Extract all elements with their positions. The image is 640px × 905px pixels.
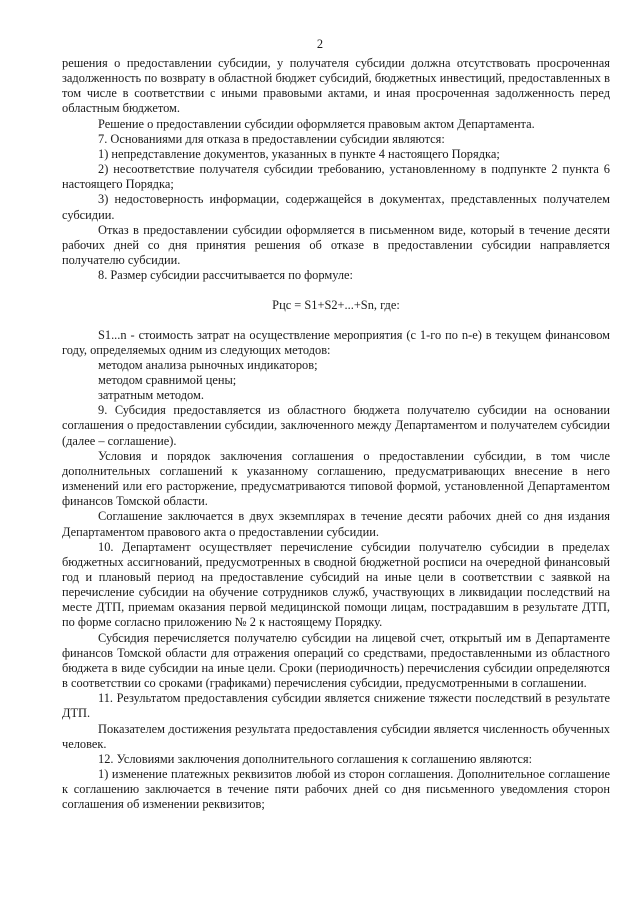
paragraph: решения о предоставлении субсидии, у получателя субсидии должна отсутствовать просроченная задолженность по возврату в областной бюджет субсидий, бюджетных инвестиций, предоставленных в том числе в соответствии с иными правовыми актами, и иная просроченная задолженность перед областным бюджетом. — [62, 56, 610, 116]
paragraph: 2) несоответствие получателя субсидии требованию, установленному в подпункте 2 пункта 6 настоящего Порядка; — [62, 162, 610, 192]
list-item: затратным методом. — [98, 388, 204, 403]
paragraph: Соглашение заключается в двух экземплярах в течение десяти рабочих дней со дня издания Департаментом правового акта о предоставлении субсидии. — [62, 509, 610, 539]
paragraph: 12. Условиями заключения дополнительного соглашения к соглашению являются: — [98, 751, 533, 766]
list-item: методом сравнимой цены; — [98, 372, 237, 387]
paragraph: Субсидия перечисляется получателю субсидии на лицевой счет, открытый им в Департаменте финансов Томской области для отражения операций со средствами, предоставленными из областного бюджета в виде субсидии на иные цели. Сроки (периодичность) перечисления субсидии определяются в соответствии со сроками (графиками) перечисления субсидии, предусмотренными в соглашении. — [62, 630, 610, 691]
paragraph: 1) изменение платежных реквизитов любой из сторон соглашения. Дополнительное соглашение к соглашению заключается в течение пяти рабочих дней со дня письменного уведомления сторон соглашения об изменении реквизитов; — [62, 767, 610, 812]
document-body — [62, 56, 610, 813]
paragraph: Отказ в предоставлении субсидии оформляется в письменном виде, который в течение десяти рабочих дней со дня принятия решения об отказе в предоставлении субсидии направляется получателю субсидии. — [62, 222, 610, 268]
paragraph: 3) недостоверность информации, содержащейся в документах, представленных получателем субсидии. — [62, 192, 610, 222]
paragraph: Показателем достижения результата предоставления субсидии является численность обученных человек. — [62, 721, 610, 751]
formula: Рцс = S1+S2+...+Sn, где: — [272, 298, 400, 313]
paragraph: 8. Размер субсидии рассчитывается по формуле: — [98, 268, 353, 283]
paragraph: 1) непредставление документов, указанных в пункте 4 настоящего Порядка; — [98, 146, 500, 161]
page-number: 2 — [316, 37, 324, 51]
paragraph: Решение о предоставлении субсидии оформляется правовым актом Департамента. — [98, 116, 535, 131]
paragraph: 7. Основаниями для отказа в предоставлении субсидии являются: — [98, 131, 445, 146]
paragraph: S1...n - стоимость затрат на осуществление мероприятия (с 1-го по n-е) в текущем финансовом году, определяемых одним из следующих методов: — [62, 327, 610, 357]
list-item: методом анализа рыночных индикаторов; — [98, 357, 318, 372]
paragraph: 9. Субсидия предоставляется из областного бюджета получателю субсидии на основании соглашения о предоставлении субсидии, заключенного между Департаментом и получателем субсидии (далее – соглашение). — [62, 403, 610, 448]
paragraph: 11. Результатом предоставления субсидии является снижение тяжести последствий в результате ДТП. — [62, 691, 610, 721]
paragraph: Условия и порядок заключения соглашения о предоставлении субсидии, в том числе дополнительных соглашений к указанному соглашению, предусматривающих внесение в него изменений или его расторжение, предусматриваются типовой формой, установленной Департаментом финансов Томской области. — [62, 448, 610, 509]
paragraph: 10. Департамент осуществляет перечисление субсидии получателю субсидии в пределах бюджетных ассигнований, предусмотренных в сводной бюджетной росписи на очередной финансовый год и плановый период на предоставление субсидий на иные цели в соответствии с заявкой на перечисление субсидии на обучение сотрудников служб, участвующих в ликвидации последствий на месте ДТП, приемам оказания первой медицинской помощи лицам, пострадавшим в результате ДТП, по форме согласно приложению № 2 к настоящему Порядку. — [62, 539, 610, 630]
